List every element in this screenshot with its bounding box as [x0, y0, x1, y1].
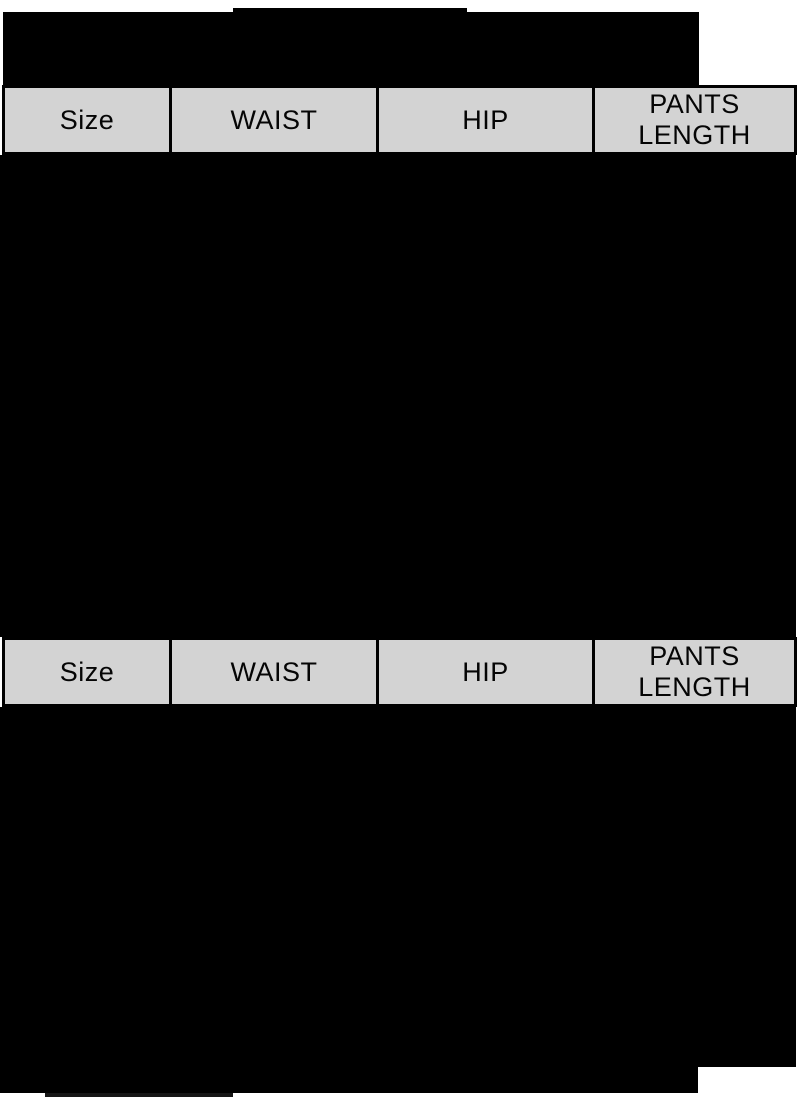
bottom-edge-artifact — [45, 1093, 233, 1097]
header-cell-hip: HIP — [379, 640, 592, 704]
blackout-title-banner — [3, 12, 699, 88]
table-2-body-blackout — [0, 707, 698, 1093]
table-2-body-blackout-right — [698, 707, 796, 1067]
size-table-2-header-row — [2, 637, 797, 707]
header-cell-hip: HIP — [379, 88, 592, 152]
header-cell-pants-length-label: PANTS LENGTH — [638, 641, 751, 702]
header-cell-pants-length — [595, 88, 794, 152]
header-cell-pants-length — [595, 640, 794, 704]
header-cell-size: Size — [5, 88, 169, 152]
header-cell-waist: WAIST — [172, 640, 376, 704]
header-cell-pants-length-label: PANTS LENGTH — [638, 89, 751, 150]
size-table-1-header-row — [2, 85, 797, 155]
header-cell-size: Size — [5, 640, 169, 704]
table-1-body-blackout — [0, 155, 796, 637]
header-cell-waist: WAIST — [172, 88, 376, 152]
